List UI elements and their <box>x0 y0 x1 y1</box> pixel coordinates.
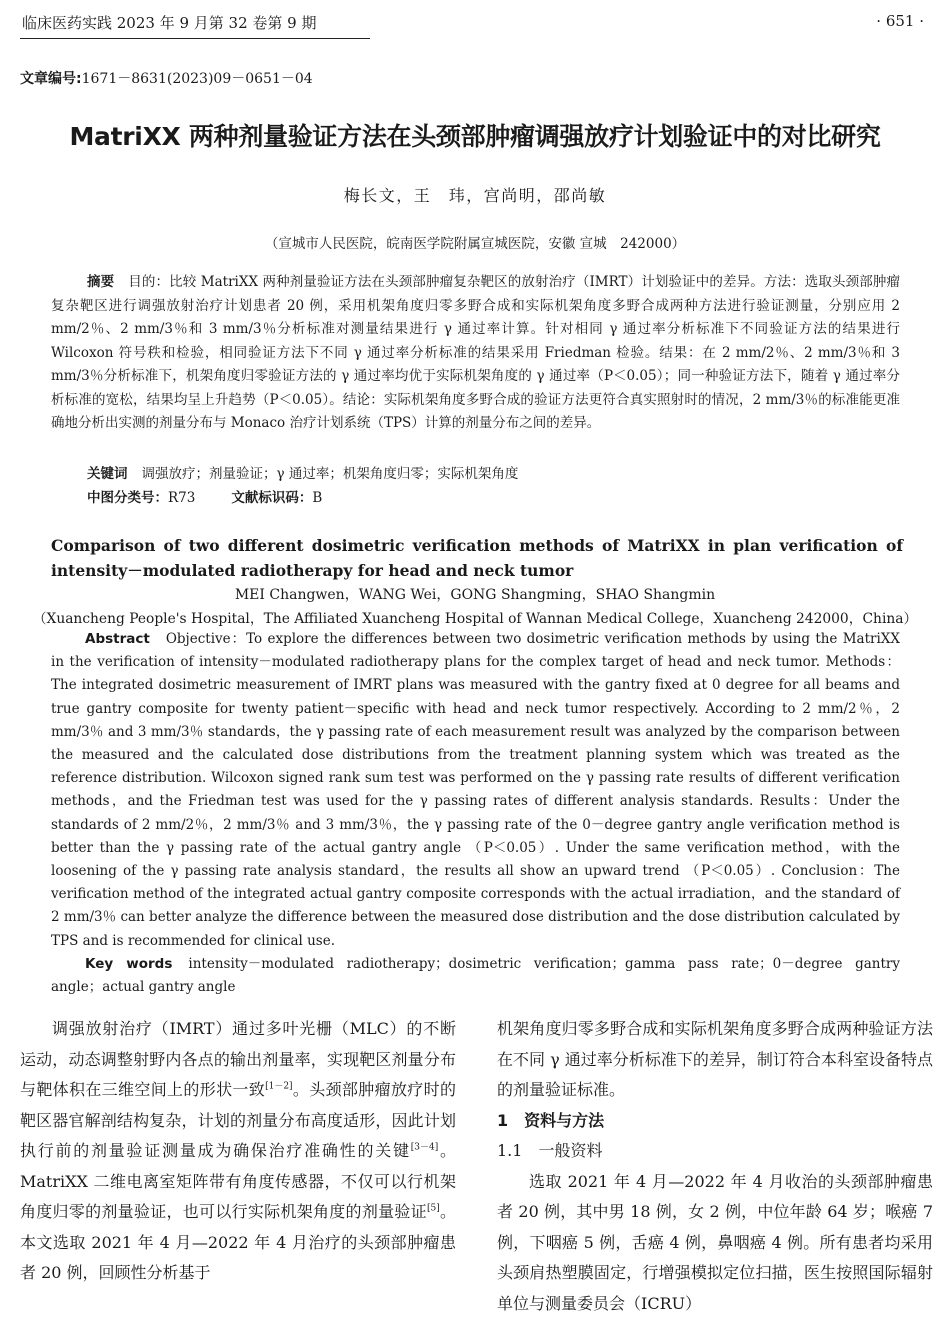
intro-text-2: 。头颈部肿瘤放疗时的靶区器官解剖结构复杂，计划的剂量分布高度适形，因此计划执行前的剂量验证测量成为确保治疗准确性的关键 <box>20 1080 456 1160</box>
intro-text-1: 调强放射治疗（IMRT）通过多叶光栅（MLC）的不断运动，动态调整射野内各点的输出剂量率，实现靶区剂量分布与靶体积在三维空间上的形状一致 <box>20 1019 456 1099</box>
keywords-chinese-text: 调强放疗；剂量验证；γ 通过率；机架角度归零；实际机架角度 <box>141 466 519 482</box>
general-data-paragraph: 选取 2021 年 4 月—2022 年 4 月收治的头颈部肿瘤患者 20 例，其中男 18 例，女 2 例，中位年龄 64 岁；喉癌 7 例，下咽癌 5 例，舌癌 4 例，鼻咽癌 4 例。所有患者均采用头颈肩热塑膜固定，行增强模拟定位扫描，医生按照国际辐射单位与测量委员会（ICRU） <box>497 1171 933 1313</box>
journal-header: 临床医药实践 2023 年 9 月第 32 卷第 9 期 <box>22 14 317 32</box>
section-heading-1-1: 1.1 一般资料 <box>497 1141 603 1160</box>
abstract-english-text: Objective：To explore the differences between two dosimetric verification methods by using the MatriXX in the verification of intensity－modulated radiotherapy plans for the complex target of head and neck tumor. Methods：The integrated dosimetric measurement of IMRT plans was measured with the gantry fixed at 0 degree for all beams and true gantry composite for twenty patient－specific with head and neck tumor respectively. According to 2 mm/2％，2 mm/3％ and 3 mm/3％ standards，the γ passing rate of each measurement result was analyzed by the comparison between the measured and the calculated dose distributions from the treatment planning system which was treated as the reference distribution. Wilcoxon signed rank sum test was performed on the γ passing rate results of different verification methods，and the Friedman test was used for the γ passing rates of different analysis standards. Results：Under the standards of 2 mm/2％，2 mm/3％ and 3 mm/3％，the γ passing rate of the 0－degree gantry angle verification method is better than the γ passing rate of the actual gantry angle （P＜0.05）. Under the same verification method，with the loosening of the γ passing rate analysis standard，the results all show an upward trend （P＜0.05）. Conclusion：The verification method of the integrated actual gantry composite corresponds with the actual irradiation，and the standard of 2 mm/3％ can better analyze the difference between the measured dose distribution and the dose distribution calculated by TPS and is recommended for clinical use. <box>51 631 900 949</box>
intro-text-4: 。本文选取 2021 年 4 月—2022 年 4 月治疗的头颈部肿瘤患者 20 例，回顾性分析基于 <box>20 1202 456 1282</box>
article-number-label: 文章编号: <box>20 71 82 87</box>
abstract-chinese-text: 目的：比较 MatriXX 两种剂量验证方法在头颈部肿瘤复杂靶区的放射治疗（IMRT）计划验证中的差异。方法：选取头颈部肿瘤复杂靶区进行调强放射治疗计划患者 20 例，采用机架角度归零多野合成和实际机架角度多野合成两种方法进行验证测量，分别应用 2 mm/2％、2 mm/3％和 3 mm/3％分析标准对测量结果进行 γ 通过率计算。针对相同 γ 通过率分析标准下不同验证方法的结果进行 Wilcoxon 符号秩和检验，相同验证方法下不同 γ 通过率分析标准的结果采用 Friedman 检验。结果：在 2 mm/2％、2 mm/3％和 3 mm/3％分析标准下，机架角度归零验证方法的 γ 通过率均优于实际机架角度的 γ 通过率（P＜0.05）；同一种验证方法下，随着 γ 通过率分析标准的宽松，结果均呈上升趋势（P＜0.05）。结论：实际机架角度多野合成的验证方法更符合真实照射时的情况，2 mm/3％的标准能更准确地分析出实测的剂量分布与 Monaco 治疗计划系统（TPS）计算的剂量分布之间的差异。 <box>51 274 900 431</box>
doc-code-value: B <box>312 490 323 506</box>
body-column-right <box>497 1014 933 1319</box>
article-number <box>20 68 313 88</box>
page-number: · 651 · <box>876 12 924 30</box>
classification <box>51 487 900 511</box>
clc-label: 中图分类号： <box>87 490 168 506</box>
doc-code-label: 文献标识码： <box>231 490 313 506</box>
keywords-english-text: intensity－modulated radiotherapy；dosimetric verification；gamma pass rate；0－degree gantry angle；actual gantry angle <box>51 956 901 996</box>
intro-text-3: 。MatriXX 二维电离室矩阵带有角度传感器，不仅可以行机架角度归零的剂量验证，也可以行实际机架角度的剂量验证 <box>20 1141 456 1221</box>
affiliation-english: （Xuancheng People's Hospital，The Affiliated Xuancheng Hospital of Wannan Medical College，Xuancheng 242000，China） <box>32 611 918 627</box>
intro-paragraph <box>20 1014 456 1289</box>
authors-english: MEI Changwen，WANG Wei，GONG Shangming，SHAO Shangmin <box>234 587 716 603</box>
keywords-chinese <box>51 463 900 487</box>
body-column-left <box>20 1014 456 1289</box>
keywords-english-label: Key words <box>85 956 173 972</box>
keywords-english <box>51 953 900 999</box>
abstract-chinese-label: 摘要 <box>87 274 115 290</box>
citation-2: [3－4] <box>410 1142 439 1153</box>
title-chinese: MatriXX 两种剂量验证方法在头颈部肿瘤调强放疗计划验证中的对比研究 <box>69 122 881 151</box>
abstract-english-label: Abstract <box>85 631 150 647</box>
citation-1: [1－2] <box>265 1081 293 1092</box>
keywords-chinese-label: 关键词 <box>87 466 128 482</box>
article-number-value: 1671－8631(2023)09－0651－04 <box>81 71 313 87</box>
affiliation-chinese: （宣城市人民医院，皖南医学院附属宣城医院，安徽 宣城 242000） <box>264 236 686 252</box>
intro-continuation: 机架角度归零多野合成和实际机架角度多野合成两种验证方法在不同 γ 通过率分析标准下的差异，制订符合本科室设备特点的剂量验证标准。 <box>497 1019 933 1099</box>
clc-value: R73 <box>168 490 196 506</box>
abstract-chinese <box>51 271 900 436</box>
authors-chinese: 梅长文，王 玮，宫尚明，邵尚敏 <box>343 186 607 205</box>
abstract-english <box>51 628 900 953</box>
citation-3: [5] <box>426 1203 440 1214</box>
section-heading-1: 1 资料与方法 <box>497 1110 605 1130</box>
title-english: Comparison of two different dosimetric verification methods of MatriXX in plan verification of intensity－modulated radiotherapy for head and neck tumor <box>51 536 903 580</box>
